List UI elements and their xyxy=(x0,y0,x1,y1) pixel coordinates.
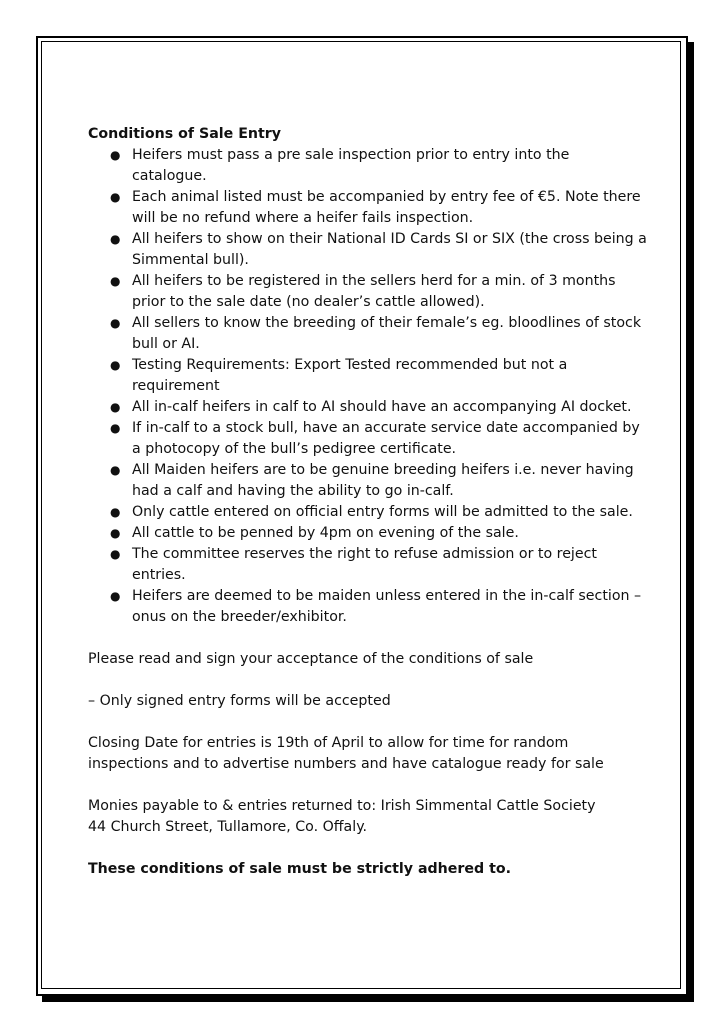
final-notice: These conditions of sale must be strictly adhered to. xyxy=(88,861,512,877)
bullet-icon: ● xyxy=(110,400,121,414)
condition-text: All Maiden heifers are to be genuine breeding heifers i.e. never having had a calf and having the ability to go in-calf. xyxy=(132,462,634,499)
condition-text: All heifers to show on their National ID Cards SI or SIX (the cross being a Simmental bull). xyxy=(132,231,647,268)
condition-text: Only cattle entered on official entry forms will be admitted to the sale. xyxy=(132,504,633,520)
conditions-heading: Conditions of Sale Entry xyxy=(88,126,282,142)
condition-text: The committee reserves the right to refuse admission or to reject entries. xyxy=(132,546,597,583)
closing-date-line-1: Closing Date for entries is 19th of April to allow for time for random xyxy=(88,735,569,751)
bullet-icon: ● xyxy=(110,589,121,603)
bullet-icon: ● xyxy=(110,526,121,540)
condition-item xyxy=(88,397,648,418)
condition-item xyxy=(88,355,648,397)
condition-text: Testing Requirements: Export Tested recommended but not a requirement xyxy=(132,357,568,394)
closing-date-line-2: inspections and to advertise numbers and have catalogue ready for sale xyxy=(88,756,604,772)
bullet-icon: ● xyxy=(110,421,121,435)
acceptance-line: Please read and sign your acceptance of the conditions of sale xyxy=(88,651,534,667)
condition-text: All sellers to know the breeding of their female’s eg. bloodlines of stock bull or AI. xyxy=(132,315,642,352)
condition-text: All in-calf heifers in calf to AI should have an accompanying AI docket. xyxy=(132,399,632,415)
bullet-icon: ● xyxy=(110,190,121,204)
bullet-icon: ● xyxy=(110,316,121,330)
condition-item xyxy=(88,229,648,271)
condition-item xyxy=(88,586,648,628)
condition-item xyxy=(88,187,648,229)
monies-line-1: Monies payable to & entries returned to: Irish Simmental Cattle Society xyxy=(88,798,596,814)
document-body xyxy=(88,124,648,880)
bullet-icon: ● xyxy=(110,148,121,162)
bullet-icon: ● xyxy=(110,463,121,477)
monies-address-line: 44 Church Street, Tullamore, Co. Offaly. xyxy=(88,819,368,835)
condition-text: Heifers are deemed to be maiden unless entered in the in-calf section – onus on the breeder/exhibitor. xyxy=(132,588,642,625)
condition-text: Each animal listed must be accompanied by entry fee of €5. Note there will be no refund where a heifer fails inspection. xyxy=(132,189,641,226)
bullet-icon: ● xyxy=(110,232,121,246)
condition-text: All heifers to be registered in the sellers herd for a min. of 3 months prior to the sale date (no dealer’s cattle allowed). xyxy=(132,273,616,310)
bullet-icon: ● xyxy=(110,274,121,288)
condition-item xyxy=(88,523,648,544)
condition-text: If in-calf to a stock bull, have an accurate service date accompanied by a photocopy of the bull’s pedigree certificate. xyxy=(132,420,640,457)
condition-item xyxy=(88,418,648,460)
bullet-icon: ● xyxy=(110,358,121,372)
bullet-icon: ● xyxy=(110,505,121,519)
condition-item xyxy=(88,145,648,187)
condition-item xyxy=(88,460,648,502)
condition-text: Heifers must pass a pre sale inspection prior to entry into the catalogue. xyxy=(132,147,570,184)
condition-item xyxy=(88,313,648,355)
condition-text: All cattle to be penned by 4pm on evening of the sale. xyxy=(132,525,519,541)
condition-item xyxy=(88,502,648,523)
conditions-list xyxy=(88,145,648,628)
condition-item xyxy=(88,544,648,586)
condition-item xyxy=(88,271,648,313)
signed-forms-line: – Only signed entry forms will be accepted xyxy=(88,693,391,709)
bullet-icon: ● xyxy=(110,547,121,561)
